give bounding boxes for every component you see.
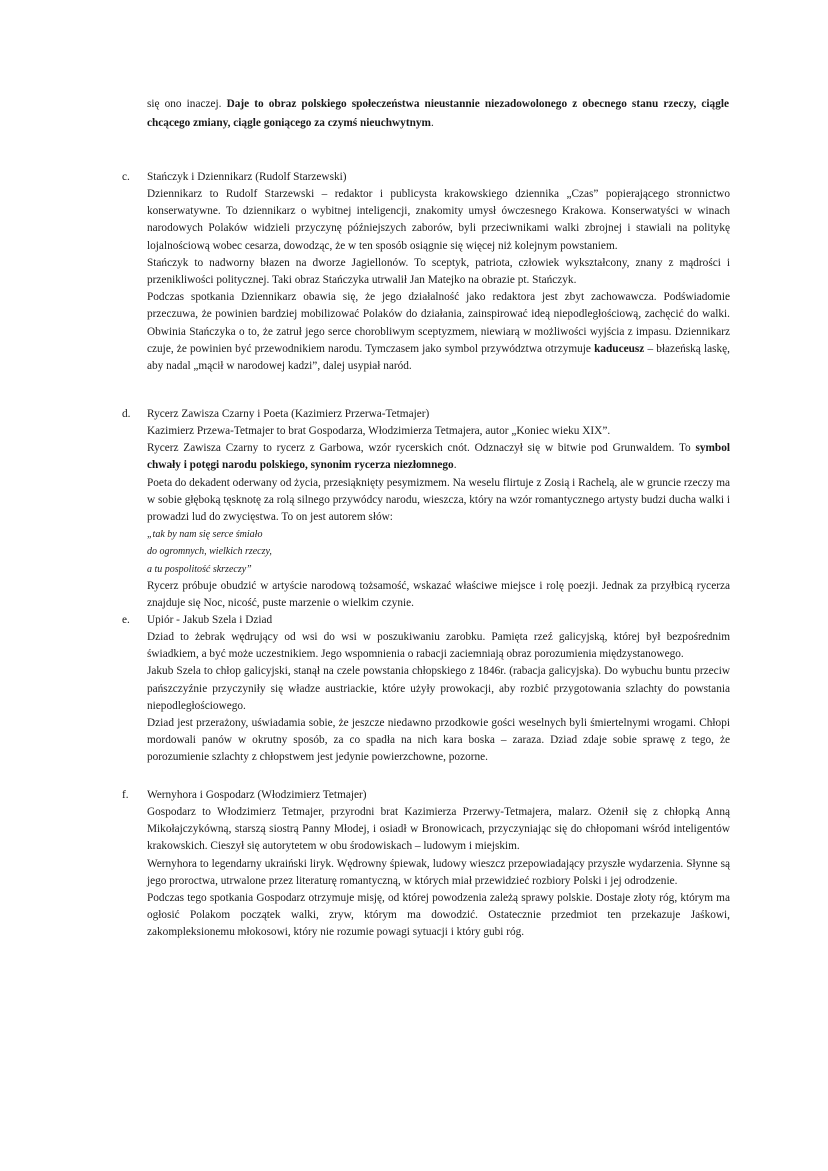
paragraph-text: – błazeńską laskę, aby nadal „mącił w narodowej kadzi”, dalej usypiał naród. [147,342,730,373]
bold-term: kaduceusz [594,342,645,355]
section-body [147,804,730,942]
paragraph: Poeta do dekadent oderwany od życia, przesiąknięty pesymizmem. Na weselu flirtuje z Zosią i Rachelą, ale w gruncie rzeczy ma w sobie głęboką tęsknotę za rolą silnego przywódcy narodu, wieszcza, który na wzór romantycznego artysty budzi ducha walki i prowadzi lud do zwycięstwa. To on jest autorem słów: [147,476,730,524]
paragraph: Jakub Szela to chłop galicyjski, stanął na czele powstania chłopskiego z 1846r. (rabacja galicyjska). Do wybuchu buntu przeciw pańszczyźnie przyczyniły się władze austriackie, które użyły prowokacji, aby rozbić przygotowania szlachty do powstania niepodległościowego. [147,665,730,712]
section-body [147,423,730,612]
section-title: Rycerz Zawisza Czarny i Poeta (Kazimierz Przerwa-Tetmajer) [147,408,430,420]
section-heading [122,406,730,423]
section-letter: f. [122,789,129,801]
paragraph-text: Rycerz Zawisza Czarny to rycerz z Garbowa, wzór rycerskich cnót. Odznaczył się w bitwie pod Grunwaldem. To [147,442,696,455]
section-letter: d. [122,408,131,420]
section-d [122,406,730,612]
paragraph: Podczas tego spotkania Gospodarz otrzymuje misję, od której powodzenia zależą sprawy polskie. Dostaje złoty róg, którym ma ogłosić Polakom początek walki, zryw, którym ma dowodzić. Ostatecznie przedmiot ten przekazuje Jaśkowi, zakompleksionemu młokosowi, który nie rozumie powagi sytuacji i który gubi róg. [147,892,730,939]
intro-paragraph [147,95,729,133]
paragraph: Gospodarz to Włodzimierz Tetmajer, przyrodni brat Kazimierza Przerwy-Tetmajera, malarz. Ożenił się z chłopką Anną Mikołajczykówną, starszą siostrą Panny Młodej, i osiadł w Bronowicach, przyczyniając się do chłopomani wśród inteligentów krakowskich. Cieszył się autorytetem w obu środowiskach – ludowym i miejskim. [147,806,730,853]
section-letter: e. [122,614,130,626]
section-f [122,787,730,942]
section-title: Upiór - Jakub Szela i Dziad [147,614,273,626]
section-heading [122,612,730,629]
paragraph: Kazimierz Przewa-Tetmajer to brat Gospodarza, Włodzimierza Tetmajera, autor „Koniec wieku XIX”. [147,425,611,437]
section-body [147,186,730,375]
section-heading [122,787,730,804]
paragraph: Rycerz próbuje obudzić w artyście narodową tożsamość, wskazać właściwe miejsce i rolę poezji. Jednak za przyłbicą rycerza znajduje się Noc, nicość, puste marzenie o wielkim czynie. [147,579,730,610]
intro-text: się ono inaczej. [147,98,227,110]
section-heading [122,169,730,186]
section-title: Stańczyk i Dziennikarz (Rudolf Starzewski) [147,171,347,183]
paragraph: Dziad jest przerażony, uświadamia sobie, że jeszcze niedawno przodkowie gości weselnych byli śmiertelnymi wrogami. Chłopi mordowali panów w okrutny sposób, za co spadła na nich kara boska – zaraza. Dziad zdaje sobie sprawę z tego, że porozumienie szlachty z chłopstwem jest jedynie powierzchowne, pozorne. [147,717,730,764]
paragraph [147,289,730,375]
paragraph-text: Podczas spotkania Dziennikarz obawia się, że jego działalność jako redaktora jest zbyt zachowawcza. Podświadomie przeczuwa, że powinien bardziej mobilizować Polaków do działania, zainspirować ideą niepodległościową, zachęcić do walki. Obwinia Stańczyka o to, że zatruł jego serce chorobliwym sceptyzmem, niewiarą w możliwości wyjścia z impasu. Dziennikarz czuje, że powinien być przewodnikiem narodu. Tymczasem jako symbol przywództwa otrzymuje [147,291,730,355]
paragraph: Dziennikarz to Rudolf Starzewski – redaktor i publicysta krakowskiego dziennika „Czas” popierającego stronnictwo konserwatywne. To dziennikarz o wybitnej inteligencji, znakomity umysł ówczesnego Krakowa. Konserwatyści w winach narodowych Polaków widzieli przyczynę późniejszych zaborów, byli przeciwnikami walki zbrojnej i stawiali na politykę lojalnościową wobec cesarza, dowodząc, że w ten sposób osiągnie się więcej niż kolejnym powstaniem. [147,188,730,252]
section-c [122,169,730,375]
paragraph: Dziad to żebrak wędrujący od wsi do wsi w poszukiwaniu zarobku. Pamięta rzeź galicyjską, której był bezpośrednim świadkiem, a być może uczestnikiem. Jego wspomnienia o rabacji zaciemniają obraz porozumienia międzystanowego. [147,631,730,661]
poem-quote-line: „tak by nam się serce śmiało [147,529,263,541]
poem-quote-line: do ogromnych, wielkich rzeczy, [147,546,272,558]
section-body [147,629,730,767]
paragraph [147,440,730,474]
intro-text-end: . [430,117,434,129]
intro-bold-text: Daje to obraz polskiego społeczeństwa nieustannie niezadowolonego z obecnego stanu rzeczy, ciągle chcącego zmiany, ciągle goniącego za czymś nieuchwytnym [147,98,729,129]
paragraph-text: . [453,459,457,472]
bold-phrase: symbol chwały i potęgi narodu polskiego, synonim rycerza niezłomnego [147,442,730,472]
section-title: Wernyhora i Gospodarz (Włodzimierz Tetmajer) [147,789,367,801]
section-e [122,612,730,767]
poem-quote-line: a tu pospolitość skrzeczy” [147,563,252,575]
section-letter: c. [122,171,130,183]
paragraph: Wernyhora to legendarny ukraiński liryk. Wędrowny śpiewak, ludowy wieszcz przepowiadający przyszłe wydarzenia. Słynne są jego proroctwa, utrwalone przez literaturę romantyczną, w których miał przewidzieć rozbiory Polski i jej odrodzenie. [147,857,730,887]
paragraph: Stańczyk to nadworny błazen na dworze Jagiellonów. To sceptyk, patriota, człowiek wykształcony, znany z mądrości i przenikliwości politycznej. Taki obraz Stańczyka utrwalił Jan Matejko na obrazie pt. Stańczyk. [147,256,730,287]
